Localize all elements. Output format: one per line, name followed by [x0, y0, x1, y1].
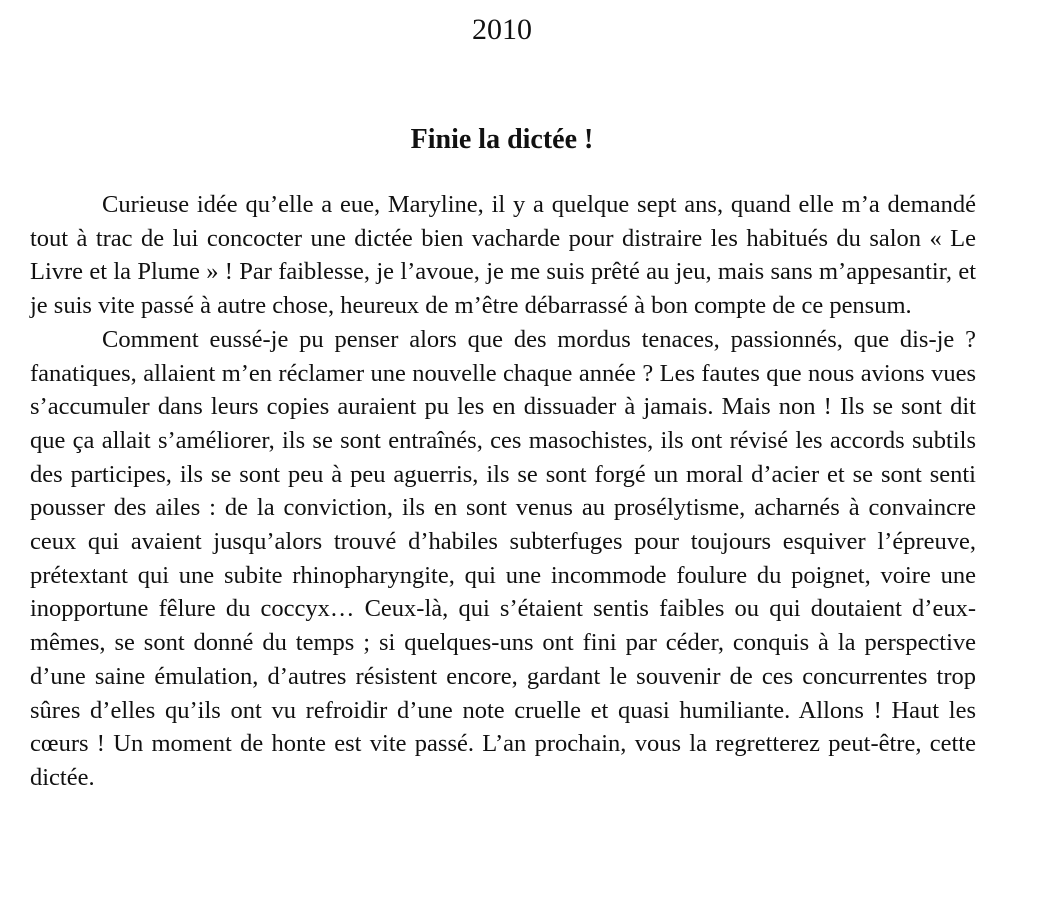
article-title: Finie la dictée ! — [410, 124, 594, 155]
paragraph-2: Comment eussé-je pu penser alors que des mordus tenaces, passionnés, que dis-je ? fanatiques, allaient m’en réclamer une nouvelle chaque année ? Les fautes que nous avions vues s’accumuler dans leurs copies auraient pu les en dissuader à jamais. Mais non ! Ils se sont dit que ça allait s’améliorer, ils se sont entraînés, ces masochistes, ils ont révisé les accords subtils des participes, ils se sont peu à peu aguerris, ils se sont forgé un moral d’acier et se sont senti pousser des ailes : de la conviction, ils en sont venus au prosélytisme, acharnés à convaincre ceux qui avaient jusqu’alors trouvé d’habiles subterfuges pour toujours esquiver l’épreuve, prétextant qui une subite rhinopharyngite, qui une incommode foulure du poignet, voire une inopportune fêlure du coccyx… Ceux-là, qui s’étaient sentis faibles ou qui doutaient d’eux-mêmes, se sont donné du temps ; si quelques-uns ont fini par céder, conquis à la perspective d’une saine émulation, d’autres résistent encore, gardant le souvenir de ces concurrentes trop sûres d’elles qu’ils ont vu refroidir d’une note cruelle et quasi humiliante. Allons ! Haut les cœurs ! Un moment de honte est vite passé. L’an prochain, vous la regretterez peut-être, cette dictée. — [30, 325, 976, 791]
paragraph-1: Curieuse idée qu’elle a eue, Maryline, il y a quelque sept ans, quand elle m’a demandé tout à trac de lui concocter une dictée bien vacharde pour distraire les habitués du salon « Le Livre et la Plume » ! Par faiblesse, je l’avoue, je me suis prêté au jeu, mais sans m’appesantir, et je suis vite passé à autre chose, heureux de m’être débarrassé à bon compte de ce pensum. — [30, 191, 976, 320]
article-body — [30, 188, 976, 795]
page-year: 2010 — [472, 13, 532, 46]
